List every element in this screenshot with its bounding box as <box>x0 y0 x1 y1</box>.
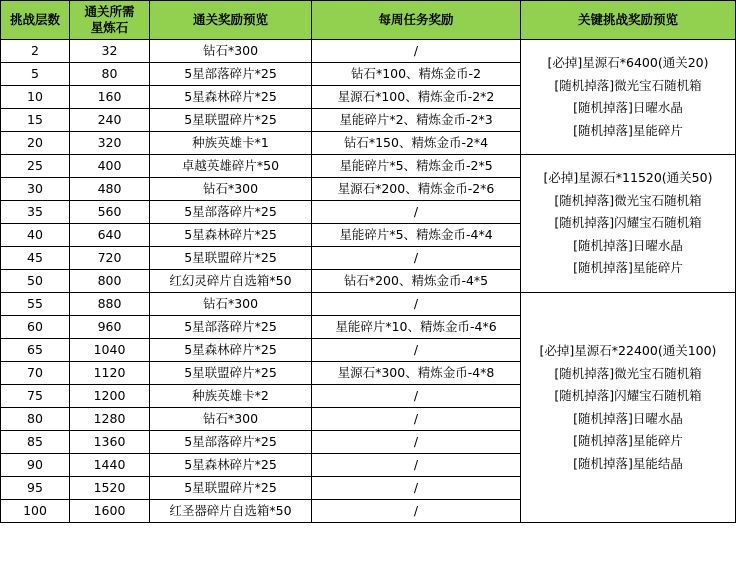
cell-clear-reward: 5星部落碎片*25 <box>150 63 312 86</box>
cell-floor: 5 <box>1 63 70 86</box>
cell-weekly-reward: / <box>312 431 521 454</box>
cell-weekly-reward: 钻石*100、精炼金币-2 <box>312 63 521 86</box>
key-reward-line: [随机掉落]星能碎片 <box>573 260 683 276</box>
cell-stones: 1440 <box>70 454 150 477</box>
header-weekly-reward: 每周任务奖励 <box>312 1 521 40</box>
cell-stones: 80 <box>70 63 150 86</box>
cell-stones: 1280 <box>70 408 150 431</box>
key-reward-line: [随机掉落]星能碎片 <box>573 433 683 448</box>
cell-weekly-reward: 星源石*300、精炼金币-4*8 <box>312 362 521 385</box>
cell-clear-reward: 5星森林碎片*25 <box>150 86 312 109</box>
header-row <box>1 1 736 40</box>
key-reward-line: [随机掉落]微光宝石随机箱 <box>554 365 702 381</box>
cell-floor: 75 <box>1 385 70 408</box>
cell-stones: 1360 <box>70 431 150 454</box>
cell-weekly-reward: / <box>312 339 521 362</box>
cell-clear-reward: 5星联盟碎片*25 <box>150 109 312 132</box>
key-reward-line: [随机掉落]闪耀宝石随机箱 <box>554 388 702 403</box>
cell-stones: 640 <box>70 224 150 247</box>
cell-floor: 20 <box>1 132 70 155</box>
cell-floor: 65 <box>1 339 70 362</box>
cell-clear-reward: 卓越英雄碎片*50 <box>150 155 312 178</box>
cell-floor: 85 <box>1 431 70 454</box>
cell-key-reward <box>521 40 736 155</box>
header-clear-reward: 通关奖励预览 <box>150 1 312 40</box>
cell-stones: 800 <box>70 270 150 293</box>
cell-clear-reward: 红幻灵碎片自选箱*50 <box>150 270 312 293</box>
cell-clear-reward: 钻石*300 <box>150 40 312 63</box>
table-row <box>1 40 736 63</box>
key-reward-line: [随机掉落]日曜水晶 <box>573 410 683 426</box>
cell-stones: 160 <box>70 86 150 109</box>
cell-clear-reward: 5星森林碎片*25 <box>150 224 312 247</box>
cell-weekly-reward: / <box>312 454 521 477</box>
table-row <box>1 293 736 316</box>
cell-floor: 25 <box>1 155 70 178</box>
cell-weekly-reward: 星能碎片*5、精炼金币-2*5 <box>312 155 521 178</box>
cell-stones: 1200 <box>70 385 150 408</box>
cell-clear-reward: 5星部落碎片*25 <box>150 431 312 454</box>
cell-clear-reward: 5星联盟碎片*25 <box>150 362 312 385</box>
cell-stones: 240 <box>70 109 150 132</box>
cell-stones: 1120 <box>70 362 150 385</box>
cell-weekly-reward: 星源石*100、精炼金币-2*2 <box>312 86 521 109</box>
cell-clear-reward: 钻石*300 <box>150 293 312 316</box>
key-reward-line: [随机掉落]闪耀宝石随机箱 <box>554 215 702 231</box>
cell-clear-reward: 5星森林碎片*25 <box>150 454 312 477</box>
cell-floor: 2 <box>1 40 70 63</box>
cell-stones: 960 <box>70 316 150 339</box>
cell-weekly-reward: / <box>312 201 521 224</box>
cell-floor: 60 <box>1 316 70 339</box>
key-reward-line: [随机掉落]微光宝石随机箱 <box>554 192 702 208</box>
cell-floor: 10 <box>1 86 70 109</box>
cell-floor: 90 <box>1 454 70 477</box>
cell-key-reward <box>521 293 736 523</box>
key-reward-line: [随机掉落]日曜水晶 <box>573 100 683 115</box>
cell-floor: 30 <box>1 178 70 201</box>
cell-weekly-reward: / <box>312 408 521 431</box>
key-reward-line: [必掉]星源石*22400(通关100) <box>539 343 717 358</box>
cell-weekly-reward: / <box>312 293 521 316</box>
key-reward-line: [随机掉落]星能碎片 <box>573 122 683 138</box>
cell-clear-reward: 红圣器碎片自选箱*50 <box>150 500 312 523</box>
cell-floor: 55 <box>1 293 70 316</box>
cell-stones: 1520 <box>70 477 150 500</box>
cell-floor: 50 <box>1 270 70 293</box>
cell-clear-reward: 种族英雄卡*1 <box>150 132 312 155</box>
cell-clear-reward: 5星部落碎片*25 <box>150 201 312 224</box>
cell-floor: 100 <box>1 500 70 523</box>
cell-weekly-reward: 星能碎片*10、精炼金币-4*6 <box>312 316 521 339</box>
cell-weekly-reward: 钻石*200、精炼金币-4*5 <box>312 270 521 293</box>
cell-weekly-reward: / <box>312 40 521 63</box>
cell-stones: 480 <box>70 178 150 201</box>
cell-stones: 720 <box>70 247 150 270</box>
cell-clear-reward: 5星森林碎片*25 <box>150 339 312 362</box>
cell-floor: 95 <box>1 477 70 500</box>
cell-floor: 35 <box>1 201 70 224</box>
cell-floor: 40 <box>1 224 70 247</box>
cell-clear-reward: 种族英雄卡*2 <box>150 385 312 408</box>
key-reward-line: [随机掉落]微光宝石随机箱 <box>554 77 702 93</box>
cell-key-reward <box>521 155 736 293</box>
cell-stones: 320 <box>70 132 150 155</box>
cell-weekly-reward: / <box>312 477 521 500</box>
header-stones: 通关所需星炼石 <box>70 1 150 40</box>
cell-floor: 45 <box>1 247 70 270</box>
cell-floor: 80 <box>1 408 70 431</box>
key-reward-line: [随机掉落]星能结晶 <box>573 455 683 471</box>
cell-stones: 1040 <box>70 339 150 362</box>
header-floor: 挑战层数 <box>1 1 70 40</box>
cell-weekly-reward: / <box>312 500 521 523</box>
cell-clear-reward: 5星联盟碎片*25 <box>150 247 312 270</box>
cell-stones: 1600 <box>70 500 150 523</box>
table-body <box>1 40 736 523</box>
header-key-reward: 关键挑战奖励预览 <box>521 1 736 40</box>
cell-weekly-reward: / <box>312 247 521 270</box>
cell-stones: 400 <box>70 155 150 178</box>
cell-weekly-reward: 星源石*200、精炼金币-2*6 <box>312 178 521 201</box>
cell-clear-reward: 5星联盟碎片*25 <box>150 477 312 500</box>
cell-clear-reward: 钻石*300 <box>150 178 312 201</box>
cell-floor: 15 <box>1 109 70 132</box>
cell-stones: 32 <box>70 40 150 63</box>
key-reward-line: [必掉]星源石*6400(通关20) <box>547 55 709 70</box>
cell-weekly-reward: 星能碎片*5、精炼金币-4*4 <box>312 224 521 247</box>
cell-stones: 880 <box>70 293 150 316</box>
cell-weekly-reward: 钻石*150、精炼金币-2*4 <box>312 132 521 155</box>
key-reward-line: [必掉]星源石*11520(通关50) <box>543 170 713 186</box>
cell-clear-reward: 钻石*300 <box>150 408 312 431</box>
cell-weekly-reward: 星能碎片*2、精炼金币-2*3 <box>312 109 521 132</box>
cell-stones: 560 <box>70 201 150 224</box>
cell-weekly-reward: / <box>312 385 521 408</box>
cell-floor: 70 <box>1 362 70 385</box>
table-row <box>1 155 736 178</box>
cell-clear-reward: 5星部落碎片*25 <box>150 316 312 339</box>
key-reward-line: [随机掉落]日曜水晶 <box>573 237 683 253</box>
